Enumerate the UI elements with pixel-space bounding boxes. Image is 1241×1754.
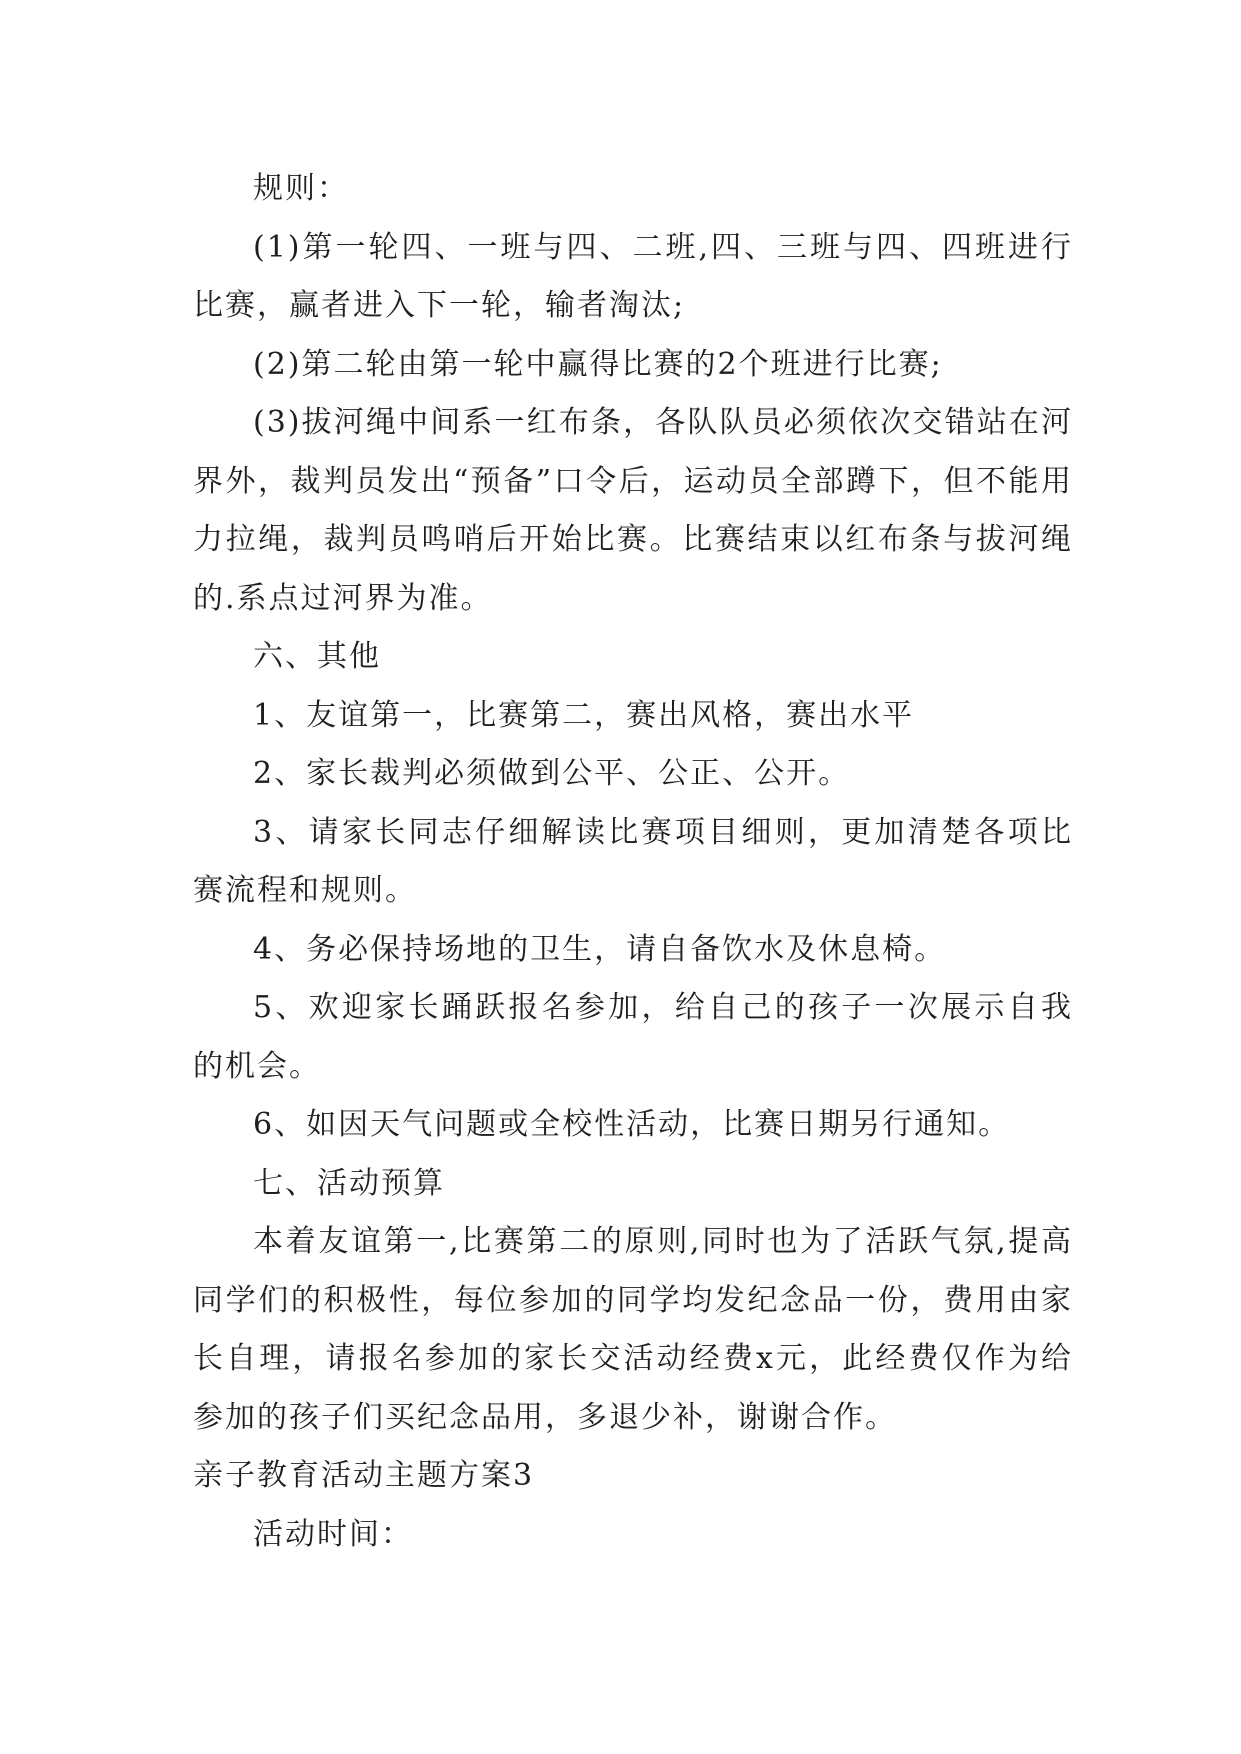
paragraph-rule-3: (3)拔河绳中间系一红布条，各队队员必须依次交错站在河界外，裁判员发出“预备”口令后，运动员全部蹲下，但不能用力拉绳，裁判员鸣哨后开始比赛。比赛结束以红布条与拔河绳的.系点过河界为准。 — [193, 405, 1073, 616]
paragraph-other-1: 1、友谊第一，比赛第二，赛出风格，赛出水平 — [253, 697, 915, 733]
paragraph-other-3: 3、请家长同志仔细解读比赛项目细则，更加清楚各项比赛流程和规则。 — [193, 814, 1073, 908]
paragraph-other-6: 6、如因天气问题或全校性活动，比赛日期另行通知。 — [253, 1107, 1011, 1142]
paragraph-activity-time: 活动时间： — [253, 1516, 413, 1552]
section-heading-other: 六、其他 — [253, 639, 381, 674]
document-heading-plan-3: 亲子教育活动主题方案3 — [193, 1458, 535, 1493]
document-body — [193, 160, 1073, 1564]
paragraph-other-4: 4、务必保持场地的卫生，请自备饮水及休息椅。 — [253, 931, 947, 967]
paragraph-rule-1: (1)第一轮四、一班与四、二班,四、三班与四、四班进行比赛，赢者进入下一轮，输者淘汰; — [193, 229, 1073, 323]
paragraph-rule-2: (2)第二轮由第一轮中赢得比赛的2个班进行比赛; — [253, 346, 943, 382]
paragraph-rules-heading: 规则： — [253, 171, 349, 206]
paragraph-budget: 本着友谊第一,比赛第二的原则,同时也为了活跃气氛,提高同学们的积极性，每位参加的同学均发纪念品一份，费用由家长自理，请报名参加的家长交活动经费x元，此经费仅作为给参加的孩子们买纪念品用，多退少补，谢谢合作。 — [193, 1224, 1073, 1435]
section-heading-budget: 七、活动预算 — [253, 1165, 445, 1201]
paragraph-other-2: 2、家长裁判必须做到公平、公正、公开。 — [253, 756, 851, 791]
paragraph-other-5: 5、欢迎家长踊跃报名参加，给自己的孩子一次展示自我的机会。 — [193, 990, 1073, 1084]
